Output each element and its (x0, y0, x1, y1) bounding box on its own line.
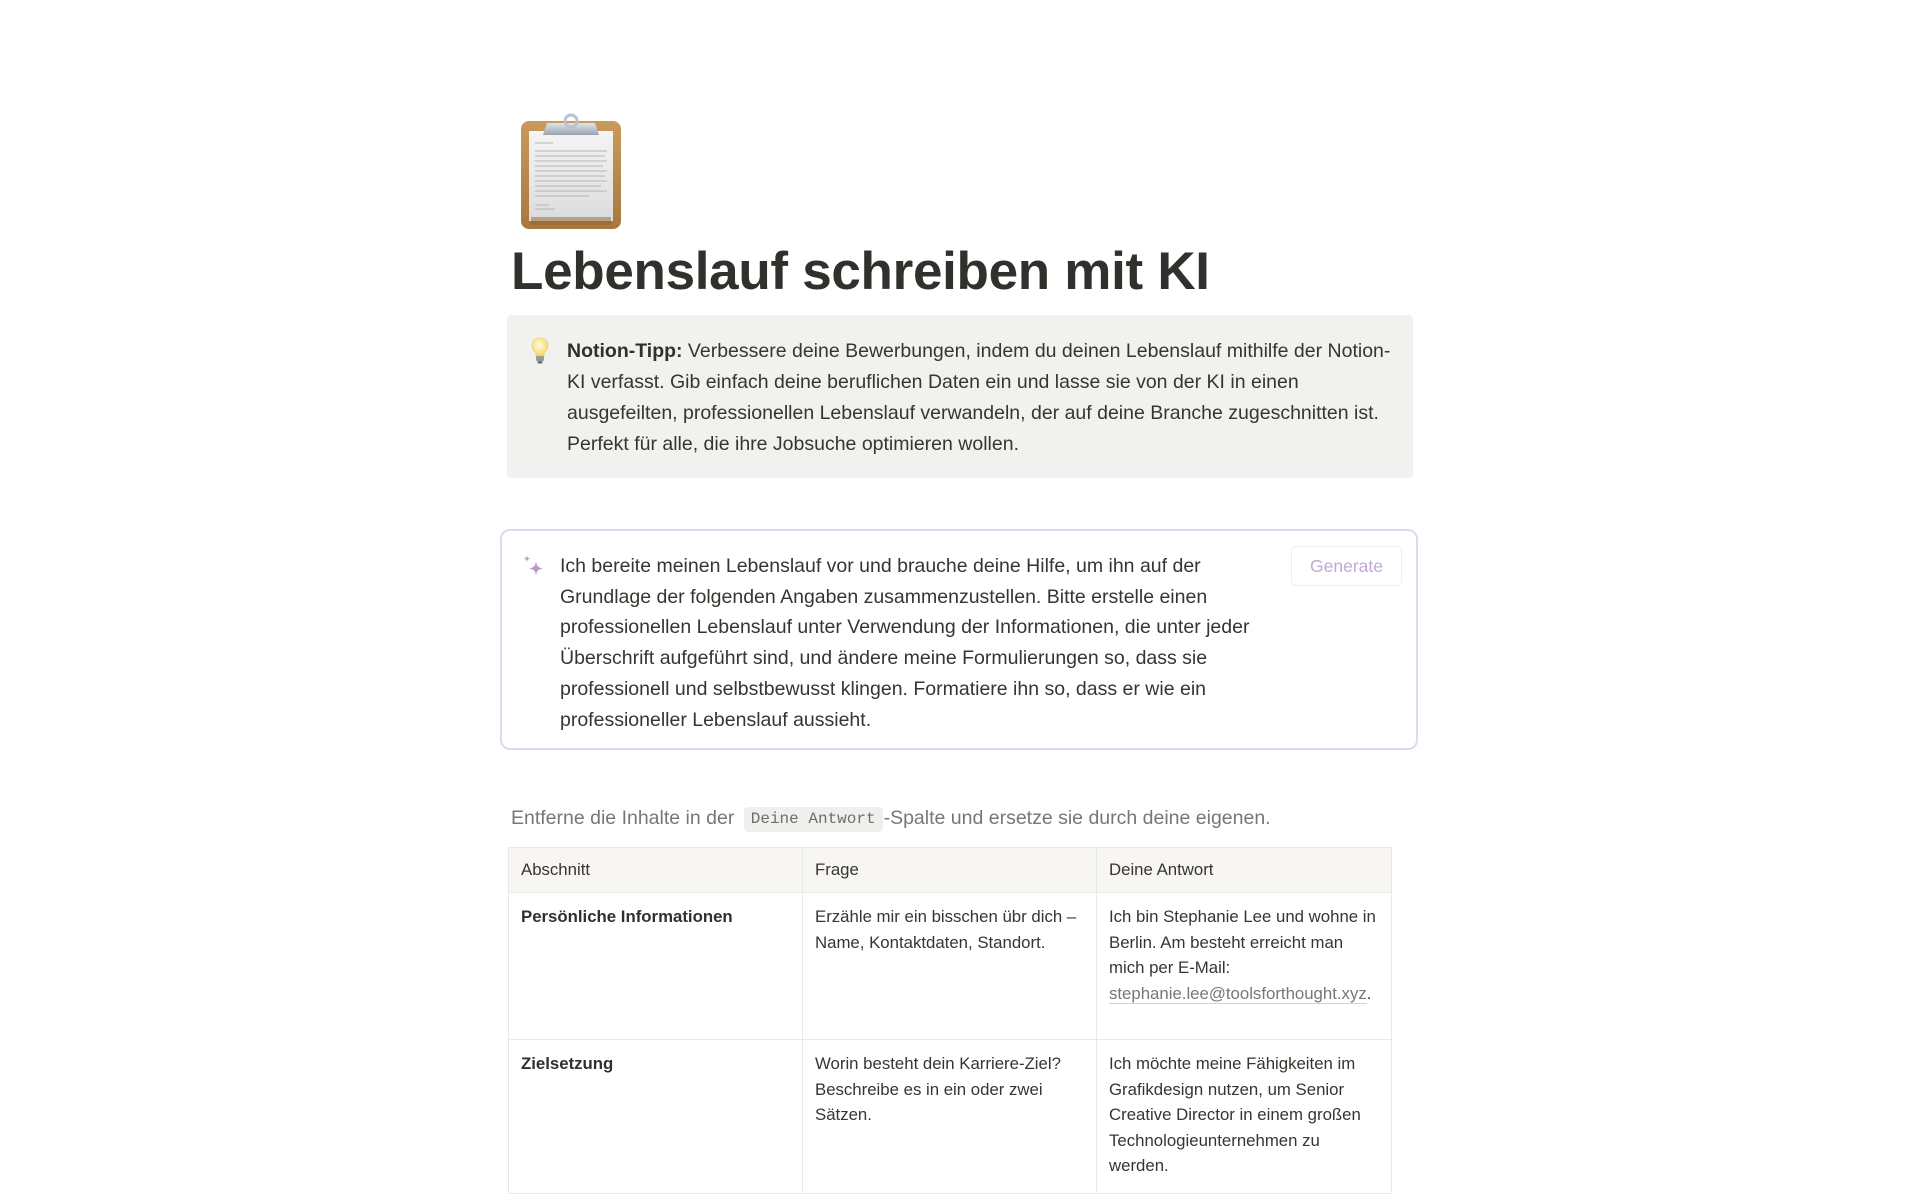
column-header-abschnitt[interactable]: Abschnitt (509, 848, 803, 893)
email-link[interactable]: stephanie.lee@toolsforthought.xyz (1109, 983, 1367, 1003)
instruction-after: -Spalte und ersetze sie durch deine eigenen. (883, 807, 1271, 829)
cell-section[interactable]: Persönliche Informationen (509, 893, 803, 1040)
answer-suffix: . (1366, 983, 1372, 1003)
table-row (509, 1040, 1392, 1194)
ai-prompt-block[interactable] (500, 529, 1418, 750)
lightbulb-icon[interactable] (531, 337, 549, 365)
column-header-frage[interactable]: Frage (803, 848, 1097, 893)
cell-answer[interactable]: Ich möchte meine Fähigkeiten im Grafikdesign nutzen, um Senior Creative Director in einem großen Technologieunternehmen zu werden. (1097, 1040, 1392, 1194)
page-title[interactable]: Lebenslauf schreiben mit KI (511, 242, 1210, 301)
ai-prompt-text[interactable]: Ich bereite meinen Lebenslauf vor und brauche deine Hilfe, um ihn auf der Grundlage der folgenden Angaben zusammenzustellen. Bitte erstelle einen professionellen Lebenslauf unter Verwendung der Informationen, die unter jeder Überschrift aufgeführt sind, und ändere meine Formulierungen so, dass sie professionell und selbstbewusst klingen. Formatiere ihn so, dass er wie ein professioneller Lebenslauf aussieht. (560, 555, 1250, 731)
sparkle-icon (520, 553, 548, 581)
cell-answer[interactable] (1097, 893, 1392, 1040)
instruction-text[interactable] (511, 803, 1271, 833)
callout-body: Verbessere deine Bewerbungen, indem du deinen Lebenslauf mithilfe der Notion-KI verfasst. Gib einfach deine beruflichen Daten ein und lasse sie von der KI in einen ausgefeilten, professionellen Lebenslauf verwandeln, der auf deine Branche zugeschnitten ist. Perfekt für alle, die ihre Jobsuche optimieren wollen. (567, 340, 1391, 455)
answer-text: Ich bin Stephanie Lee und wohne in Berlin. Am besteht erreicht man mich per E-Mail: (1109, 907, 1376, 977)
callout-text[interactable] (567, 336, 1397, 460)
notion-tip-callout (507, 315, 1413, 478)
cell-question[interactable]: Erzähle mir ein bisschen übr dich – Name, Kontaktdaten, Standort. (803, 893, 1097, 1040)
table-header-row (509, 848, 1392, 893)
instruction-before: Entferne die Inhalte in der (511, 807, 740, 829)
inline-code: Deine Antwort (744, 807, 883, 832)
generate-button[interactable]: Generate (1291, 546, 1402, 586)
column-header-deine-antwort[interactable]: Deine Antwort (1097, 848, 1392, 893)
resume-table (508, 847, 1392, 1194)
clipboard-icon[interactable] (519, 113, 623, 231)
table-row (509, 893, 1392, 1040)
callout-label: Notion-Tipp: (567, 340, 683, 362)
cell-question[interactable]: Worin besteht dein Karriere-Ziel? Beschreibe es in ein oder zwei Sätzen. (803, 1040, 1097, 1194)
cell-section[interactable]: Zielsetzung (509, 1040, 803, 1194)
